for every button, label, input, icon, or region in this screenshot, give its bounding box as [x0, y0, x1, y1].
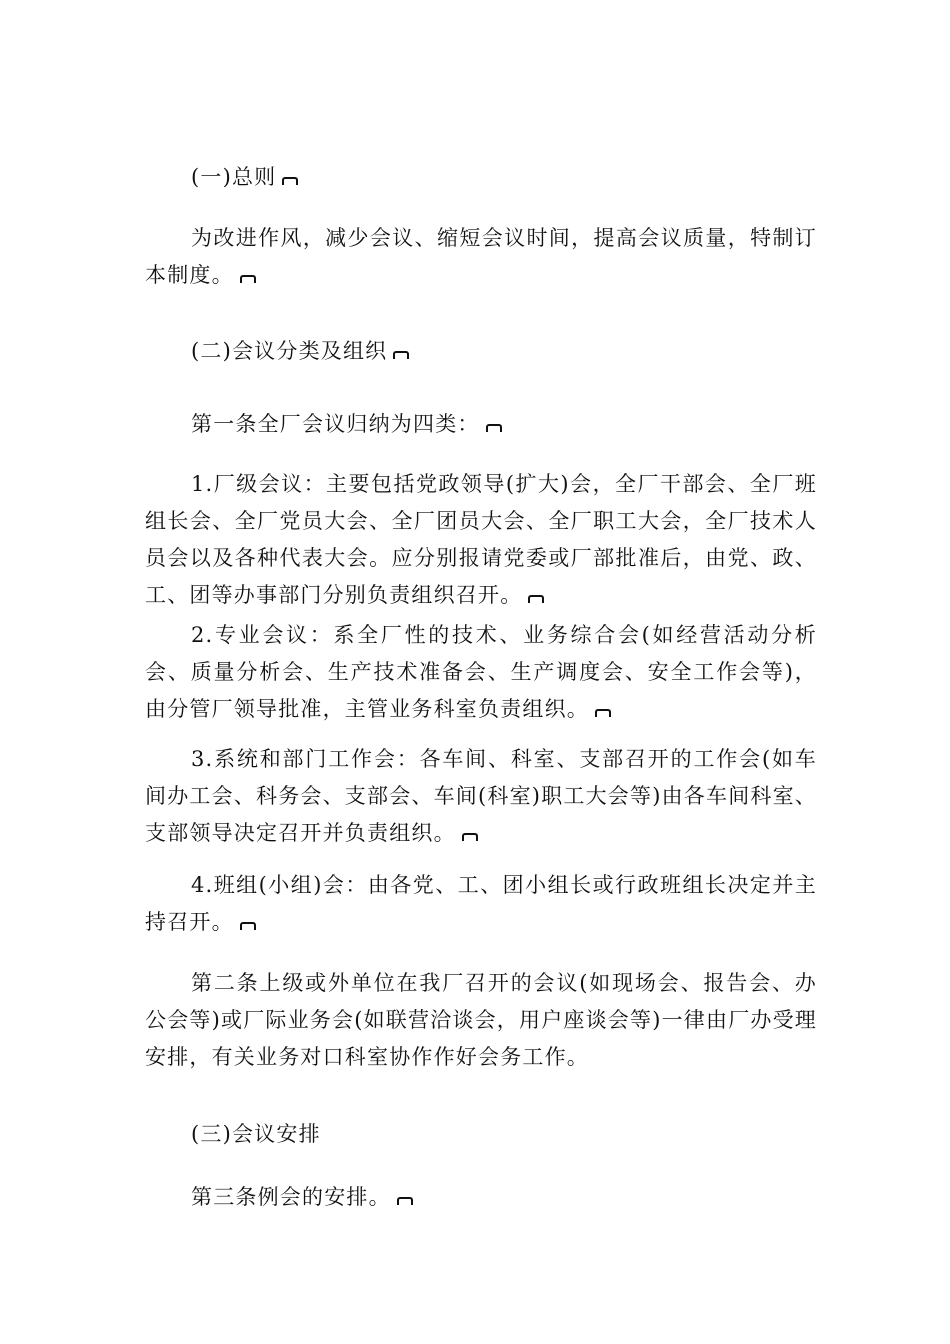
paragraph-purpose: 为改进作风，减少会议、缩短会议时间，提高会议质量，特制订本制度。 [145, 226, 817, 287]
paragraph-mark-icon [462, 833, 478, 841]
paragraph-mark-icon [486, 424, 502, 432]
paragraph-mark-icon [397, 1197, 413, 1205]
section-heading-general: (一)总则 [191, 159, 298, 196]
paragraph-mark-icon [528, 595, 544, 603]
section-heading-classification: (二)会议分类及组织 [191, 333, 409, 370]
paragraph-mark-icon [595, 709, 611, 717]
article-1-intro: 第一条全厂会议归纳为四类： [191, 406, 502, 443]
paragraph-mark-icon [393, 351, 409, 359]
paragraph-professional-meetings: 2.专业会议：系全厂性的技术、业务综合会(如经营活动分析会、质量分析会、生产技术准备会、生产调度会、安全工作会等)，由分管厂领导批准，主管业务科室负责组织。 [145, 623, 817, 721]
paragraph-team-meetings: 4.班组(小组)会：由各党、工、团小组长或行政班组长决定并主持召开。 [145, 873, 817, 934]
article-3-intro: 第三条例会的安排。 [191, 1179, 413, 1216]
paragraph-mark-icon [240, 922, 256, 930]
paragraph-mark-icon [240, 275, 256, 283]
paragraph-factory-meetings: 1.厂级会议：主要包括党政领导(扩大)会，全厂干部会、全厂班组长会、全厂党员大会、全厂团员大会、全厂职工大会，全厂技术人员会以及各种代表大会。应分别报请党委或厂部批准后，由党、政、工、团等办事部门分别负责组织召开。 [145, 472, 817, 607]
paragraph-mark-icon [282, 177, 298, 185]
section-heading-arrangement: (三)会议安排 [191, 1122, 321, 1146]
paragraph-department-meetings: 3.系统和部门工作会：各车间、科室、支部召开的工作会(如车间办工会、科务会、支部会、车间(科室)职工大会等)由各车间科室、支部领导决定召开并负责组织。 [145, 747, 817, 845]
paragraph-article-2: 第二条上级或外单位在我厂召开的会议(如现场会、报告会、办公会等)或厂际业务会(如联营洽谈会，用户座谈会等)一律由厂办受理安排，有关业务对口科室协作作好会务工作。 [145, 971, 817, 1069]
